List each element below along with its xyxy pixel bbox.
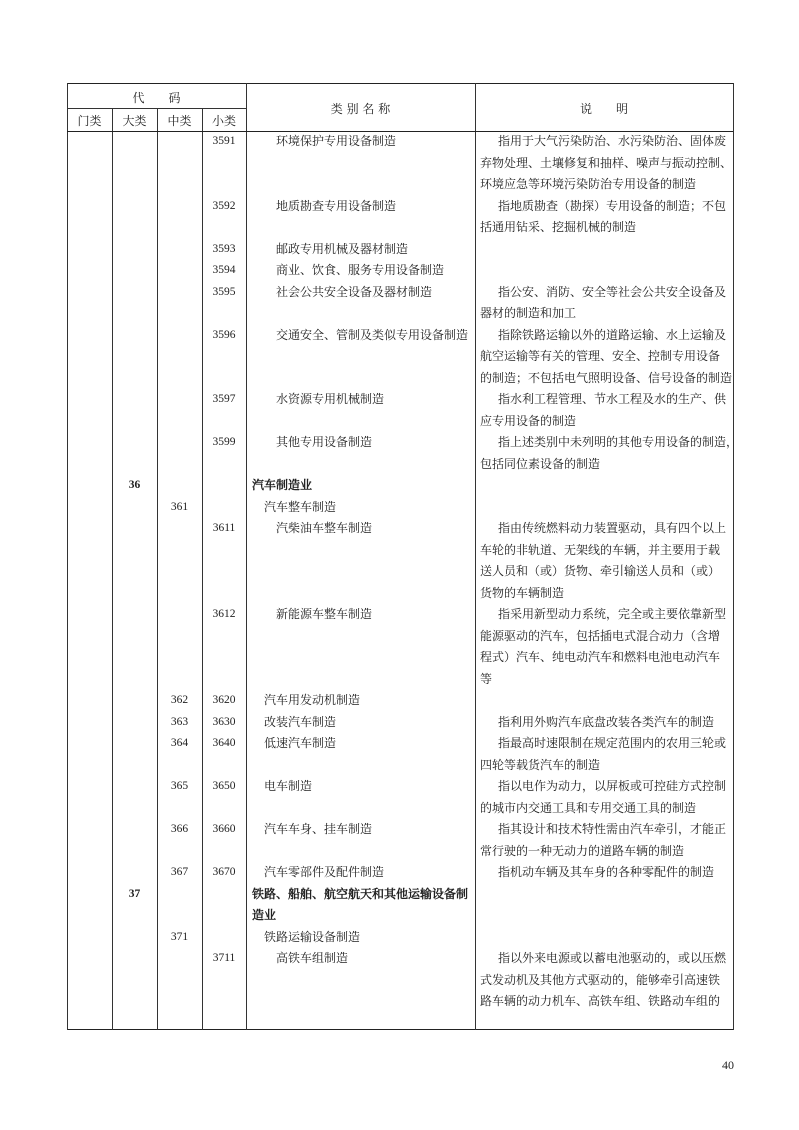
category-description: 指以电作为动力，以屏板或可控硅方式控制 <box>498 779 727 793</box>
category-description: 指除铁路运输以外的道路运输、水上运输及 <box>498 327 727 342</box>
category-name: 汽车制造业 <box>252 478 313 492</box>
column-divider <box>246 83 247 1030</box>
category-name: 邮政专用机械及器材制造 <box>276 241 409 256</box>
category-description: 车轮的非轨道、无架线的车辆，并主要用于载 <box>480 542 721 557</box>
category-description: 的城市内交通工具和专用交通工具的制造 <box>480 800 697 815</box>
column-divider <box>157 108 158 1030</box>
header-dalei: 大类 <box>122 114 147 128</box>
column-divider <box>475 83 476 1030</box>
xiaolei-code: 3711 <box>212 952 236 964</box>
header-xiaolei: 小类 <box>211 114 236 128</box>
xiaolei-code: 3599 <box>212 436 236 448</box>
category-description: 路车辆的动力机车、高铁车组、铁路动车组的 <box>480 994 721 1008</box>
category-description: 的制造；不包括电气照明设备、信号设备的制造 <box>480 370 733 385</box>
category-name: 其他专用设备制造 <box>276 435 373 449</box>
xiaolei-code: 3611 <box>212 522 236 534</box>
category-description: 指以外来电源或以蓄电池驱动的，或以压燃 <box>498 951 727 965</box>
xiaolei-code: 3640 <box>212 737 236 749</box>
category-description: 括通用钻采、挖掘机械的制造 <box>480 220 637 234</box>
category-name: 汽车用发动机制造 <box>264 693 361 707</box>
header-menlei: 门类 <box>77 114 102 128</box>
dalei-code: 36 <box>128 479 141 491</box>
category-description: 弃物处理、土壤修复和抽样、噪声与振动控制、 <box>480 155 733 170</box>
category-description: 指由传统燃料动力装置驱动，具有四个以上 <box>498 521 727 535</box>
column-divider <box>202 108 203 1030</box>
category-name: 汽车车身、挂车制造 <box>264 822 373 836</box>
zhonglei-code: 362 <box>170 694 189 706</box>
xiaolei-code: 3597 <box>212 393 236 405</box>
category-description: 指公安、消防、安全等社会公共安全设备及 <box>498 284 727 299</box>
category-description: 四轮等载货汽车的制造 <box>480 757 601 772</box>
xiaolei-code: 3612 <box>212 608 236 620</box>
category-description: 指上述类别中未列明的其他专用设备的制造， <box>498 435 739 449</box>
category-name: 水资源专用机械制造 <box>276 392 385 406</box>
category-name: 铁路运输设备制造 <box>264 929 361 944</box>
category-name: 造业 <box>252 908 277 922</box>
category-description: 送人员和（或）货物、牵引输送人员和（或） <box>480 564 721 578</box>
zhonglei-code: 371 <box>170 930 189 943</box>
dalei-code: 37 <box>128 887 141 900</box>
category-name: 电车制造 <box>264 779 313 793</box>
category-description: 常行驶的一种无动力的道路车辆的制造 <box>480 843 685 858</box>
xiaolei-code: 3650 <box>212 780 236 792</box>
xiaolei-code: 3670 <box>212 866 236 878</box>
xiaolei-code: 3595 <box>212 285 236 298</box>
category-name: 环境保护专用设备制造 <box>276 134 397 148</box>
category-name: 铁路、船舶、航空航天和其他运输设备制 <box>252 886 469 901</box>
category-description: 包括同位素设备的制造 <box>480 456 601 471</box>
xiaolei-code: 3592 <box>212 199 236 212</box>
category-description: 货物的车辆制造 <box>480 585 565 600</box>
category-name: 商业、饮食、服务专用设备制造 <box>276 263 445 277</box>
header-subdivider <box>67 108 246 109</box>
xiaolei-code: 3594 <box>212 264 236 276</box>
page-number: 40 <box>722 1058 734 1072</box>
column-divider <box>112 108 113 1030</box>
category-description: 能源驱动的汽车，包括插电式混合动力（含增 <box>480 628 721 643</box>
category-name: 地质勘查专用设备制造 <box>276 198 397 213</box>
category-name: 新能源车整车制造 <box>276 607 373 621</box>
category-description: 指利用外购汽车底盘改装各类汽车的制造 <box>498 714 715 729</box>
category-description: 指最高时速限制在规定范围内的农用三轮或 <box>498 736 727 750</box>
category-name: 改装汽车制造 <box>264 714 337 729</box>
zhonglei-code: 361 <box>170 500 189 513</box>
category-name: 汽车零部件及配件制造 <box>264 865 385 879</box>
category-name: 高铁车组制造 <box>276 951 349 965</box>
category-description: 等 <box>480 671 493 686</box>
xiaolei-code: 3620 <box>212 694 236 706</box>
category-description: 应专用设备的制造 <box>480 413 577 428</box>
header-name: 类 别 名 称 <box>330 102 391 116</box>
zhonglei-code: 364 <box>170 737 189 749</box>
category-name: 交通安全、管制及类似专用设备制造 <box>276 327 469 342</box>
category-description: 环境应急等环境污染防治专用设备的制造 <box>480 177 697 191</box>
header-zhonglei: 中类 <box>167 114 192 128</box>
header-bottom-rule <box>67 131 733 132</box>
category-description: 式发动机及其他方式驱动的，能够牵引高速铁 <box>480 972 721 987</box>
xiaolei-code: 3593 <box>212 242 236 255</box>
category-description: 指地质勘查（勘探）专用设备的制造；不包 <box>498 198 727 213</box>
header-code: 代 码 <box>132 91 181 105</box>
category-description: 指采用新型动力系统，完全或主要依靠新型 <box>498 607 727 621</box>
category-description: 指机动车辆及其车身的各种零配件的制造 <box>498 865 715 879</box>
category-description: 器材的制造和加工 <box>480 306 577 320</box>
xiaolei-code: 3596 <box>212 328 236 341</box>
zhonglei-code: 366 <box>170 823 189 835</box>
xiaolei-code: 3630 <box>212 715 236 728</box>
xiaolei-code: 3591 <box>212 135 236 147</box>
xiaolei-code: 3660 <box>212 823 236 835</box>
category-name: 汽柴油车整车制造 <box>276 521 373 535</box>
zhonglei-code: 367 <box>170 866 189 878</box>
category-description: 航空运输等有关的管理、安全、控制专用设备 <box>480 349 721 363</box>
zhonglei-code: 363 <box>170 715 189 728</box>
zhonglei-code: 365 <box>170 780 189 792</box>
category-name: 低速汽车制造 <box>264 736 337 750</box>
category-description: 指其设计和技术特性需由汽车牵引，才能正 <box>498 822 727 836</box>
category-description: 指用于大气污染防治、水污染防治、固体废 <box>498 134 727 148</box>
column-divider <box>67 83 68 1030</box>
category-name: 社会公共安全设备及器材制造 <box>276 284 433 299</box>
category-description: 程式）汽车、纯电动汽车和燃料电池电动汽车 <box>480 650 721 664</box>
column-divider <box>733 83 734 1030</box>
category-name: 汽车整车制造 <box>264 499 337 514</box>
header-desc: 说 明 <box>579 102 628 116</box>
category-description: 指水利工程管理、节水工程及水的生产、供 <box>498 392 727 406</box>
